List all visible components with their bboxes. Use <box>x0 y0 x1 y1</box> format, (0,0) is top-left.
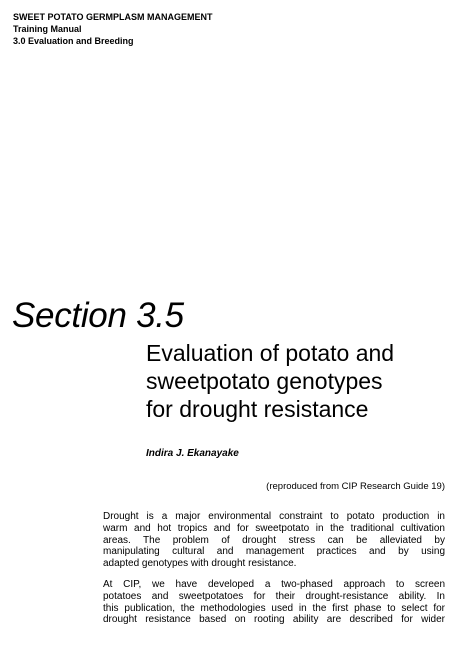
text-line: drought resistance based on rooting ability are described for wider <box>103 614 445 626</box>
paragraph <box>103 511 445 570</box>
text-line: adapted genotypes with drought resistance. <box>103 558 297 570</box>
text-line: At CIP, we have developed a two-phased approach to screen <box>103 578 445 590</box>
document-title <box>146 339 394 423</box>
text-line: potatoes and sweetpotatoes for their drought-resistance ability. In <box>103 590 445 602</box>
author-name: Indira J. Ekanayake <box>146 448 239 459</box>
text-line: warm and hot tropics and for sweetpotato in the traditional cultivation <box>103 522 445 534</box>
paragraph <box>103 579 445 626</box>
text-line: this publication, the methodologies used in the first phase to select for <box>103 602 445 614</box>
document-title-line: Evaluation of potato and <box>146 340 395 366</box>
header-training-manual: Training Manual <box>13 24 82 34</box>
header-manual-series: SWEET POTATO GERMPLASM MANAGEMENT <box>13 12 213 22</box>
text-line: manipulating cultural and management practices and by using <box>103 546 445 558</box>
header-chapter: 3.0 Evaluation and Breeding <box>13 36 134 46</box>
document-title-line: sweetpotato genotypes <box>146 368 383 394</box>
document-title-line: for drought resistance <box>146 396 369 422</box>
text-line: areas. The problem of drought stress can be alleviated by <box>103 534 445 546</box>
body-text <box>103 511 445 635</box>
document-header <box>13 11 213 47</box>
section-heading: Section 3.5 <box>12 296 184 335</box>
text-line: Drought is a major environmental constraint to potato production in <box>103 511 445 522</box>
reproduced-note: (reproduced from CIP Research Guide 19) <box>266 481 445 492</box>
